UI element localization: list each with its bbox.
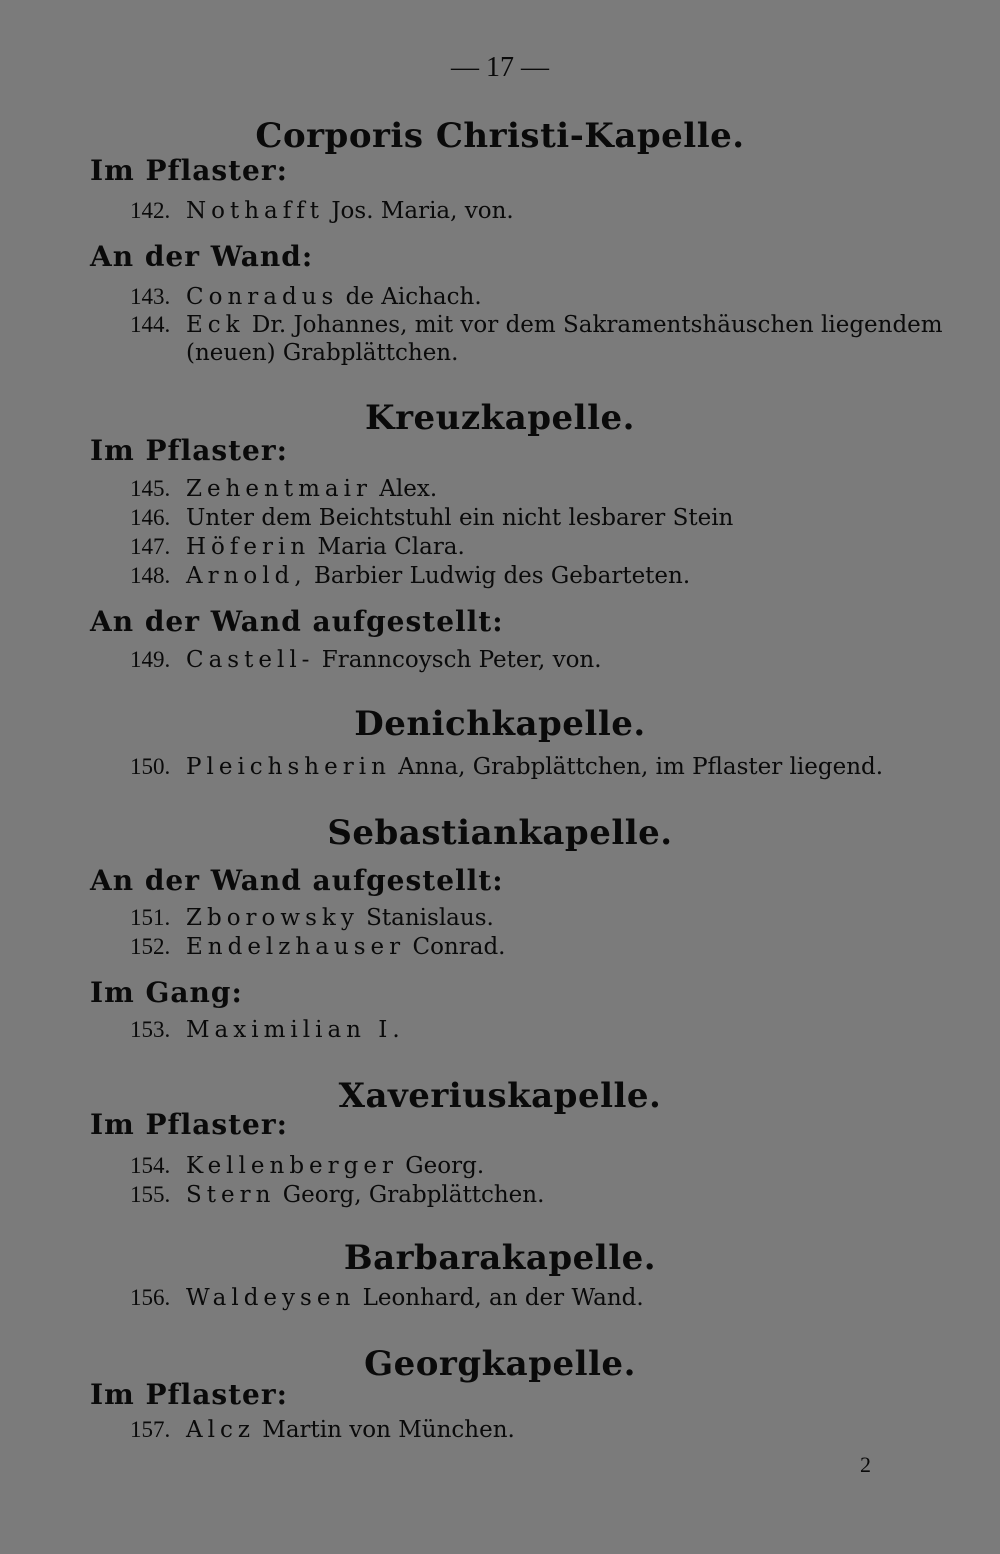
entry-number: 151. — [130, 905, 171, 930]
subheading-im-pflaster: Im Pflaster: — [90, 154, 288, 187]
entry-text: Maria Clara. — [310, 534, 465, 560]
subheading-im-pflaster: Im Pflaster: — [90, 434, 288, 467]
entry-number: 156. — [130, 1285, 171, 1310]
entry-number: 147. — [130, 534, 171, 559]
entry-text: Unter dem Beichtstuhl ein nicht lesbarer Stein — [186, 505, 734, 531]
entry-154 — [130, 1152, 484, 1180]
entry-142 — [130, 197, 514, 225]
entry-144 — [130, 311, 943, 339]
entry-text: Franncoysch Peter, von. — [314, 647, 602, 673]
entry-153 — [130, 1016, 405, 1044]
entry-146 — [130, 504, 733, 532]
section-heading-kreuzkapelle: Kreuzkapelle. — [365, 398, 635, 438]
entry-text: Alex. — [371, 476, 438, 502]
entry-144-continuation: (neuen) Grabplättchen. — [186, 340, 459, 366]
entry-text: Jos. Maria, von. — [324, 198, 514, 224]
entry-surname: Zehentmair — [186, 476, 372, 502]
entry-151 — [130, 904, 494, 932]
entry-text: Georg. — [397, 1153, 485, 1179]
entry-155 — [130, 1181, 544, 1209]
entry-surname: Waldeysen — [186, 1285, 356, 1311]
entry-surname: Castell- — [186, 647, 315, 673]
section-heading-barbarakapelle: Barbarakapelle. — [343, 1238, 657, 1278]
entry-surname: Kellenberger — [186, 1153, 398, 1179]
entry-number: 149. — [130, 647, 171, 672]
entry-surname: Arnold, — [186, 563, 307, 589]
entry-number: 154. — [130, 1153, 171, 1178]
entry-148 — [130, 562, 690, 590]
subheading-im-gang: Im Gang: — [90, 976, 243, 1009]
entry-number: 146. — [130, 505, 171, 530]
entry-text: Dr. Johannes, mit vor dem Sakramentshäuschen liegendem — [244, 312, 943, 338]
entry-text: Stanislaus. — [358, 905, 494, 931]
entry-text: Anna, Grabplättchen, im Pflaster liegend. — [390, 754, 884, 780]
section-heading-xaveriuskapelle: Xaveriuskapelle. — [338, 1076, 662, 1116]
section-heading-denichkapelle: Denichkapelle. — [354, 704, 646, 744]
section-heading-sebastiankapelle: Sebastiankapelle. — [327, 813, 673, 853]
page-number: — 17 — — [451, 52, 549, 83]
entry-147 — [130, 533, 465, 561]
entry-text: Barbier Ludwig des Gebarteten. — [306, 563, 691, 589]
entry-surname: Höferin — [186, 534, 311, 560]
entry-156 — [130, 1284, 644, 1312]
entry-text: Conrad. — [405, 934, 506, 960]
subheading-im-pflaster: Im Pflaster: — [90, 1378, 288, 1411]
entry-157 — [130, 1416, 515, 1444]
subheading-an-der-wand-aufgestellt: An der Wand aufgestellt: — [90, 864, 504, 897]
section-heading-corporis-christi: Corporis Christi-Kapelle. — [255, 116, 745, 156]
entry-surname: Eck — [186, 312, 245, 338]
entry-surname: Endelzhauser — [186, 934, 406, 960]
entry-surname: Alcz — [186, 1417, 255, 1443]
entry-number: 148. — [130, 563, 171, 588]
entry-145 — [130, 475, 437, 503]
entry-number: 143. — [130, 284, 171, 309]
entry-text: Martin von München. — [254, 1417, 515, 1443]
entry-text: Leonhard, an der Wand. — [355, 1285, 644, 1311]
entry-143 — [130, 283, 482, 311]
section-heading-georgkapelle: Georgkapelle. — [364, 1344, 636, 1384]
entry-surname: Zborowsky — [186, 905, 359, 931]
entry-number: 155. — [130, 1182, 171, 1207]
entry-149 — [130, 646, 602, 674]
subheading-an-der-wand-aufgestellt: An der Wand aufgestellt: — [90, 605, 504, 638]
entry-surname: Pleichsherin — [186, 754, 391, 780]
subheading-an-der-wand: An der Wand: — [90, 240, 314, 273]
entry-text: Georg, Grabplättchen. — [275, 1182, 545, 1208]
entry-150 — [130, 753, 883, 781]
subheading-im-pflaster: Im Pflaster: — [90, 1108, 288, 1141]
entry-number: 145. — [130, 476, 171, 501]
entry-text: de Aichach. — [338, 284, 482, 310]
entry-number: 150. — [130, 754, 171, 779]
entry-surname: Stern — [186, 1182, 276, 1208]
entry-152 — [130, 933, 505, 961]
entry-number: 153. — [130, 1017, 171, 1042]
entry-number: 144. — [130, 312, 171, 337]
entry-number: 152. — [130, 934, 171, 959]
entry-number: 142. — [130, 198, 171, 223]
entry-surname: Conradus — [186, 284, 339, 310]
entry-surname: Maximilian I. — [186, 1017, 405, 1043]
signature-mark: 2 — [860, 1452, 871, 1477]
entry-surname: Nothafft — [186, 198, 325, 224]
entry-number: 157. — [130, 1417, 171, 1442]
